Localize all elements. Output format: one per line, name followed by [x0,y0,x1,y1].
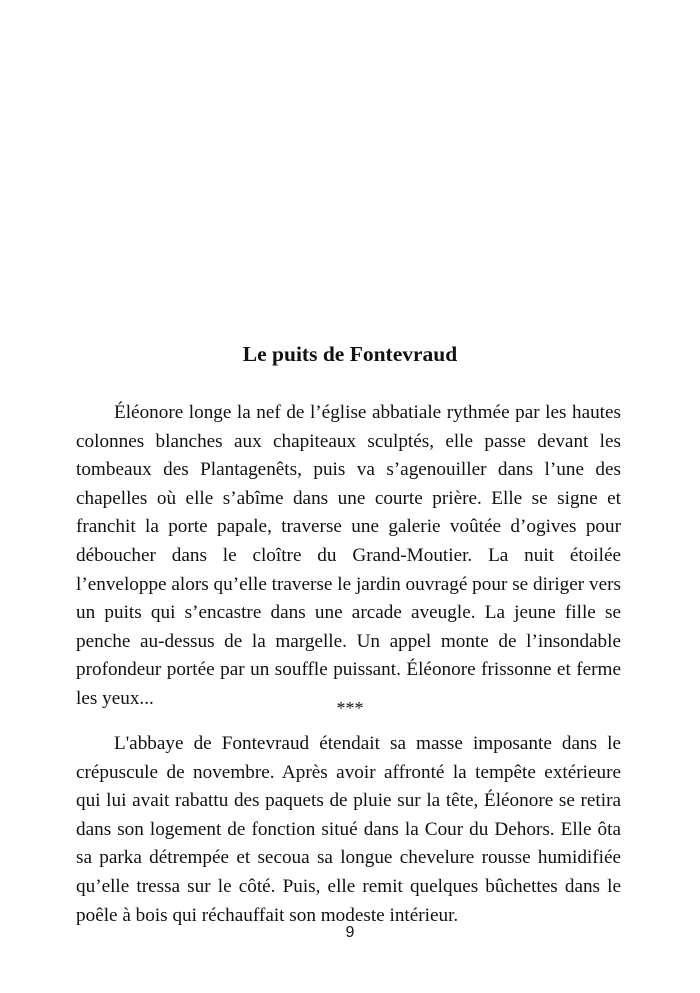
paragraph-opening: Éléonore longe la nef de l’église abbatiale rythmée par les hautes colonnes blanches aux chapiteaux sculptés, elle passe devant les tombeaux des Plantagenêts, puis va s’agenouiller dans l’une des chapelles où elle s’abîme dans une courte prière. Elle se signe et franchit la porte papale, traverse une galerie voûtée d’ogives pour déboucher dans le cloître du Grand-Moutier. La nuit étoilée l’enveloppe alors qu’elle traverse le jardin ouvragé pour se diriger vers un puits qui s’encastre dans une arcade aveugle. La jeune fille se penche au-dessus de la margelle. Un appel monte de l’insondable profondeur portée par un souffle puissant. Éléonore frissonne et ferme les yeux... [76,402,621,709]
chapter-title: Le puits de Fontevraud [242,342,458,366]
page-number: 9 [345,924,355,941]
section-separator: *** [336,698,364,718]
paragraph-second: L'abbaye de Fontevraud étendait sa masse imposante dans le crépuscule de novembre. Après avoir affronté la tempête extérieure qui lui avait rabattu des paquets de pluie sur la tête, Éléonore se retira dans son logement de fonction situé dans la Cour du Dehors. Elle ôta sa parka détrempée et secoua sa longue chevelure rousse humidifiée qu’elle tressa sur le côté. Puis, elle remit quelques bûchettes dans le poêle à bois qui réchauffait son modeste intérieur. [76,733,621,926]
